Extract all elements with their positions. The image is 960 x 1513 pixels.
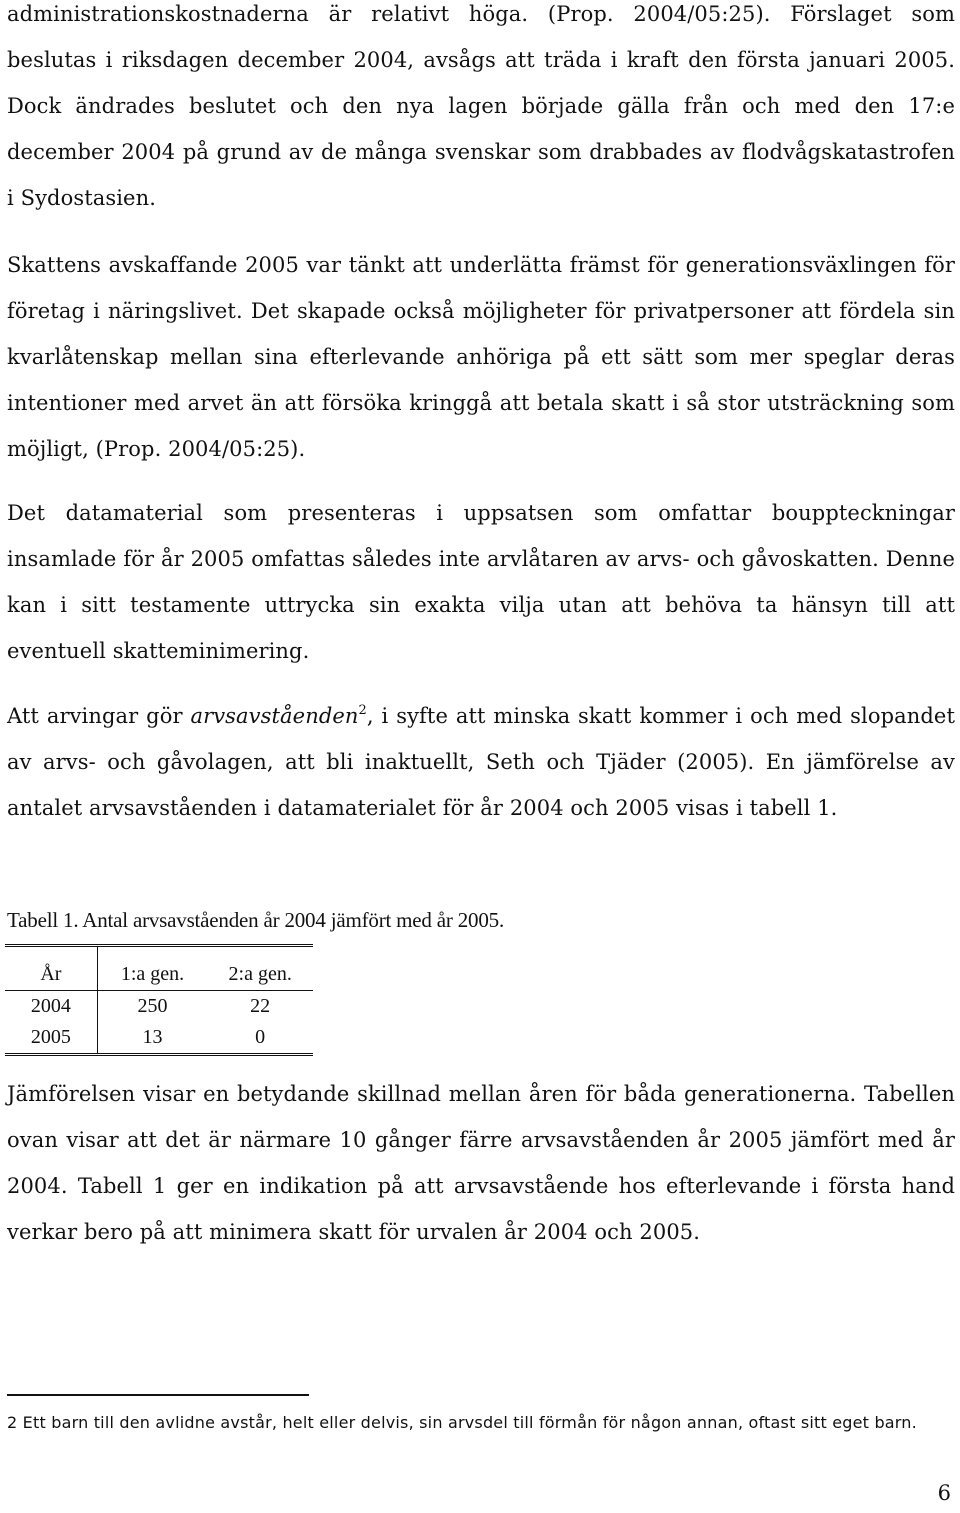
paragraph-text-start: Att arvingar gör xyxy=(7,704,191,728)
paragraph-arvsavstaenden xyxy=(7,693,955,831)
table-cell-year: 2005 xyxy=(5,1022,97,1055)
paragraph-intro: administrationskostnaderna är relativt höga. (Prop. 2004/05:25). Förslaget som beslutas i riksdagen december 2004, avsågs att träda i kraft den första januari 2005. Dock ändrades beslutet och den nya lagen började gälla från och med den 17:e december 2004 på grund av de många svenskar som drabbades av flodvågskatastrofen i Sydostasien. xyxy=(7,2,955,210)
footnote xyxy=(7,1408,955,1438)
page-number: 6 xyxy=(937,1481,951,1505)
footnote-text: Ett barn till den avlidne avstår, helt eller delvis, sin arvsdel till förmån för någon annan, oftast sitt eget barn. xyxy=(17,1413,917,1432)
table-cell-second-generation: 0 xyxy=(255,1026,266,1048)
paragraph-comparison: Jämförelsen visar en betydande skillnad mellan åren för båda generationerna. Tabellen ovan visar att det är närmare 10 gånger färre arvsavståenden år 2005 jämfört med år 2004. Tabell 1 ger en indikation på att arvsavstående hos efterlevande i första hand verkar bero på att minimera skatt för urvalen år 2004 och 2005. xyxy=(7,1082,955,1244)
table-row xyxy=(5,1022,313,1055)
table-row xyxy=(5,991,313,1023)
paragraph-data-material: Det datamaterial som presenteras i uppsatsen som omfattar bouppteckningar insamlade för år 2005 omfattas således inte arvlåtaren av arvs- och gåvoskatten. Denne kan i sitt testamente uttrycka sin exakta vilja utan att behöva ta hänsyn till att eventuell skatteminimering. xyxy=(7,501,955,663)
footnote-reference: 2 xyxy=(358,703,367,718)
table-cell-first-generation: 250 xyxy=(137,995,168,1017)
column-header-first-generation: 1:a gen. xyxy=(97,946,207,991)
table-cell-first-generation: 13 xyxy=(142,1026,163,1048)
table-caption: Tabell 1. Antal arvsavståenden år 2004 jämfört med år 2005. xyxy=(7,908,504,932)
column-header-second-generation: 2:a gen. xyxy=(207,946,313,991)
column-header-year: År xyxy=(5,946,97,991)
emphasized-term: arvsavståenden xyxy=(190,704,359,728)
table-header-row xyxy=(5,946,313,991)
paragraph-tax-abolition: Skattens avskaffande 2005 var tänkt att underlätta främst för generationsväxlingen för företag i näringslivet. Det skapade också möjligheter för privatpersoner att fördela sin kvarlåtenskap mellan sina efterlevande anhöriga på ett sätt som mer speglar deras intentioner med arvet än att försöka kringgå att betala skatt i så stor utsträckning som möjligt, (Prop. 2004/05:25). xyxy=(7,253,955,461)
footnote-marker: 2 xyxy=(7,1413,18,1432)
footnote-divider xyxy=(7,1394,309,1396)
comparison-table xyxy=(5,944,313,1056)
paragraph-text-end: , i syfte att minska skatt kommer i och med slopandet av arvs- och gåvolagen, att bli inaktuellt, Seth och Tjäder (2005). En jämförelse av antalet arvsavståenden i datamaterialet för år 2004 och 2005 visas i tabell 1. xyxy=(7,704,955,820)
table-cell-second-generation: 22 xyxy=(250,995,271,1017)
table-cell-year: 2004 xyxy=(5,991,97,1023)
